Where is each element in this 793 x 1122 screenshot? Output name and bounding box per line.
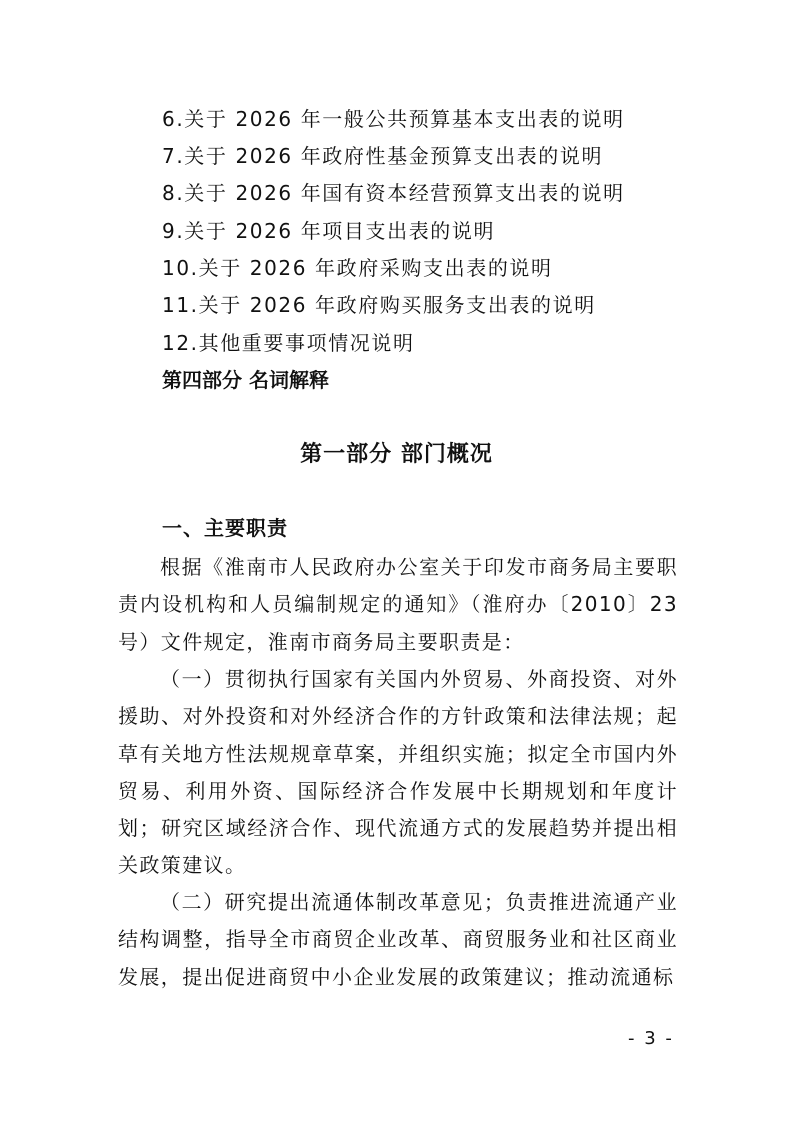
- toc-part-four: 第四部分 名词解释: [162, 368, 329, 392]
- duty-paragraph-1: （一）贯彻执行国家有关国内外贸易、外商投资、对外援助、对外投资和对外经济合作的方针政策和法律法规；起草有关地方性法规规章草案，并组织实施；拟定全市国内外贸易、利用外资、国际经济合作发展中长期规划和年度计划；研究区域经济合作、现代流通方式的发展趋势并提出相关政策建议。: [118, 667, 678, 878]
- duty-paragraph-2: （二）研究提出流通体制改革意见；负责推进流通产业结构调整，指导全市商贸企业改革、商贸服务业和社区商业发展，提出促进商贸中小企业发展的政策建议；推动流通标: [118, 890, 678, 989]
- toc-item-8: 8.关于 2026 年国有资本经营预算支出表的说明: [162, 181, 625, 205]
- toc-item-12: 12.其他重要事项情况说明: [162, 331, 415, 355]
- page-number: - 3 -: [628, 1028, 674, 1049]
- section-heading: 一、主要职责: [162, 516, 288, 540]
- toc-item-9: 9.关于 2026 年项目支出表的说明: [162, 219, 496, 243]
- intro-paragraph: 根据《淮南市人民政府办公室关于印发市商务局主要职责内设机构和人员编制规定的通知》（淮府办〔2010〕23 号）文件规定，淮南市商务局主要职责是：: [118, 555, 678, 654]
- toc-item-10: 10.关于 2026 年政府采购支出表的说明: [162, 256, 553, 280]
- toc-item-6: 6.关于 2026 年一般公共预算基本支出表的说明: [162, 107, 625, 131]
- toc-item-11: 11.关于 2026 年政府购买服务支出表的说明: [162, 293, 596, 317]
- chapter-title: 第一部分 部门概况: [300, 442, 493, 467]
- toc-item-7: 7.关于 2026 年政府性基金预算支出表的说明: [162, 144, 604, 168]
